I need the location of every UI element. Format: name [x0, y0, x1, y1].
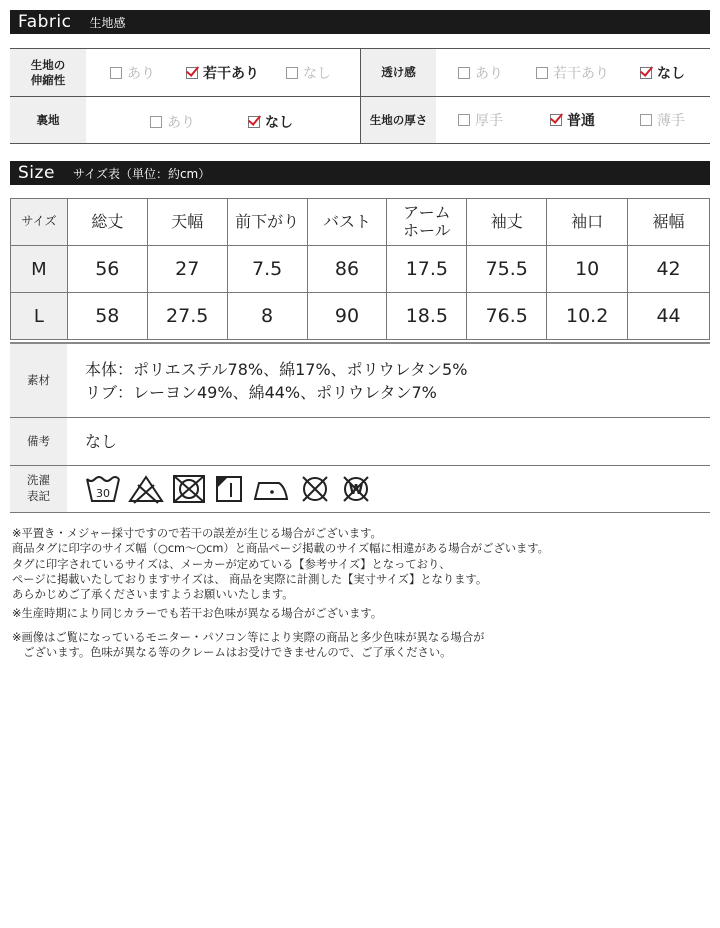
table-cell: 75.5 [467, 246, 547, 293]
size-title-en: Size [18, 163, 55, 183]
svg-text:W: W [348, 483, 364, 498]
material-label: 素材 [10, 344, 67, 417]
checkbox-icon [110, 67, 122, 79]
note-line: ページに掲載いたしておりますサイズは、 商品を実際に計測した【実寸サイズ】となります。 [12, 572, 488, 586]
col-header: バスト [307, 199, 387, 246]
col-header: 袖丈 [467, 199, 547, 246]
fabric-table [10, 48, 710, 144]
checkbox-icon [286, 67, 298, 79]
size-table [10, 198, 710, 340]
size-section-header [10, 161, 710, 185]
no-dry-clean-icon [298, 473, 332, 505]
remarks-row [10, 418, 710, 466]
checkbox-icon [458, 114, 470, 126]
size-label: M [11, 246, 68, 293]
table-cell: 8 [227, 293, 307, 340]
material-line-1: 本体：ポリエステル78%、綿17%、ポリウレタン5% [85, 359, 468, 379]
col-header: 総丈 [67, 199, 147, 246]
no-bleach-icon [128, 473, 164, 505]
thickness-options [436, 97, 710, 143]
checkmark-icon [640, 67, 652, 79]
table-cell: 90 [307, 293, 387, 340]
note-line: ございます。色味が異なる等のクレームはお受けできませんので、ご了承ください。 [12, 646, 452, 660]
care-label: 洗濯 表記 [10, 466, 67, 512]
fabric-section-header [10, 10, 710, 34]
lining-options [86, 97, 360, 143]
size-corner-label: サイズ [11, 199, 68, 246]
thickness-option-normal[interactable]: 普通 [550, 110, 640, 130]
sheer-option-no[interactable]: なし [640, 63, 685, 83]
note-line: タグに印字されているサイズは、メーカーが定めている【参考サイズ】となっており、 [12, 557, 451, 571]
lining-option-yes[interactable]: あり [150, 112, 248, 132]
checkmark-icon [186, 67, 198, 79]
material-row [10, 344, 710, 418]
table-cell: 7.5 [227, 246, 307, 293]
size-table-header [11, 199, 710, 246]
remarks-text: なし [85, 432, 118, 451]
checkbox-icon [150, 116, 162, 128]
table-cell: 86 [307, 246, 387, 293]
fabric-title-jp: 生地感 [89, 15, 126, 30]
col-header: 裾幅 [628, 199, 710, 246]
table-row [11, 293, 710, 340]
table-cell: 27 [147, 246, 227, 293]
table-cell: 58 [67, 293, 147, 340]
table-cell: 42 [628, 246, 710, 293]
no-wet-clean-icon [339, 473, 373, 505]
col-header: アーム ホール [387, 199, 467, 246]
fabric-title-en: Fabric [18, 12, 72, 32]
sheer-label: 透け感 [360, 49, 436, 96]
lining-label: 裏地 [10, 97, 86, 143]
col-header: 前下がり [227, 199, 307, 246]
table-cell: 76.5 [467, 293, 547, 340]
table-cell: 10 [547, 246, 628, 293]
line-dry-shade-icon [214, 473, 244, 505]
checkbox-icon [640, 114, 652, 126]
sheer-options [436, 49, 710, 96]
checkmark-icon [248, 116, 260, 128]
table-cell: 27.5 [147, 293, 227, 340]
fabric-row-2 [10, 96, 710, 143]
care-row [10, 466, 710, 513]
size-title-jp: サイズ表（単位：約cm） [72, 166, 211, 181]
note-line: ※平置き・メジャー採寸ですので若干の誤差が生じる場合がございます。 [12, 527, 382, 540]
material-text [67, 344, 467, 417]
table-cell: 56 [67, 246, 147, 293]
stretch-option-no[interactable]: なし [286, 63, 331, 83]
svg-text:30: 30 [96, 487, 110, 500]
col-header: 袖口 [547, 199, 628, 246]
lining-option-no[interactable]: なし [248, 112, 293, 132]
thickness-option-thick[interactable]: 厚手 [458, 110, 550, 130]
iron-low-icon [251, 473, 291, 505]
material-line-2: リブ：レーヨン49%、綿44%、ポリウレタン7% [85, 382, 437, 402]
note-line: ※生産時期により同じカラーでも若干お色味が異なる場合がございます。 [12, 607, 383, 621]
care-icons [67, 466, 373, 512]
fabric-row-1 [10, 49, 710, 96]
table-cell: 17.5 [387, 246, 467, 293]
note-line: 商品タグに印字のサイズ幅（○cm〜○cm）と商品ページ掲載のサイズ幅に相違がある場合がございます。 [12, 542, 549, 556]
checkbox-icon [458, 67, 470, 79]
sheer-option-slight[interactable]: 若干あり [536, 63, 640, 83]
stretch-option-yes[interactable]: あり [110, 63, 186, 83]
stretch-label: 生地の 伸縮性 [10, 49, 86, 96]
col-header: 天幅 [147, 199, 227, 246]
thickness-option-thin[interactable]: 薄手 [640, 110, 685, 130]
checkbox-icon [536, 67, 548, 79]
notes [12, 526, 549, 660]
product-info-table [10, 342, 710, 513]
stretch-options [86, 49, 360, 96]
thickness-label: 生地の厚さ [360, 97, 436, 143]
note-line: ※画像はご覧になっているモニター・パソコン等により実際の商品と多少色味が異なる場合が [12, 630, 485, 644]
stretch-option-slight[interactable]: 若干あり [186, 63, 286, 83]
sheer-option-yes[interactable]: あり [458, 63, 536, 83]
table-row [11, 246, 710, 293]
checkmark-icon [550, 114, 562, 126]
table-cell: 10.2 [547, 293, 628, 340]
no-tumble-dry-icon [171, 473, 207, 505]
wash-30-icon [85, 473, 121, 505]
table-cell: 44 [628, 293, 710, 340]
note-line: あらかじめご了承くださいますようお願いいたします。 [12, 588, 294, 602]
remarks-label: 備考 [10, 418, 67, 465]
size-label: L [11, 293, 68, 340]
table-cell: 18.5 [387, 293, 467, 340]
